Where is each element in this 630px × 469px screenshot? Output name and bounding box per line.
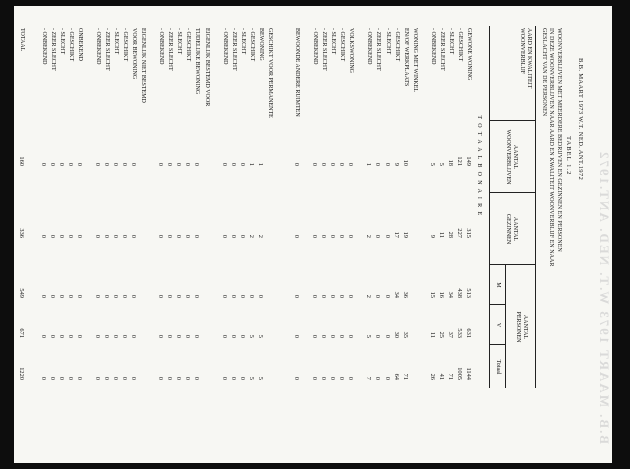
cell-gez: 11	[437, 231, 445, 238]
cell-m: 0	[112, 294, 120, 298]
header-divider	[490, 304, 506, 305]
cell-wv: 10	[401, 159, 409, 166]
cell-v: 0	[220, 334, 228, 338]
row-label: - ZEER SLECHT	[167, 28, 174, 71]
cell-tot: 0	[39, 376, 47, 380]
cell-tot: 0	[293, 376, 301, 380]
cell-m: 0	[293, 294, 301, 298]
cell-m: 0	[347, 294, 355, 298]
header-text: WOONVERBLIJVEN	[505, 129, 511, 185]
cell-gez: 0	[347, 234, 355, 238]
cell-v: 0	[75, 334, 83, 338]
cell-gez: 0	[121, 234, 129, 238]
row-label: - ZEER SLECHT	[321, 28, 328, 71]
header-text: AANTAL	[522, 314, 528, 340]
cell-wv: 0	[383, 162, 391, 166]
cell-m: 0	[193, 294, 201, 298]
cell-wv: 9	[392, 162, 400, 166]
cell-tot: 0	[121, 376, 129, 380]
cell-wv: 0	[130, 162, 138, 166]
row-label: ONBEKEND	[76, 28, 83, 61]
cell-m: 0	[338, 294, 346, 298]
header-text: AANTAL	[512, 216, 518, 242]
cell-wv: 0	[293, 162, 301, 166]
cell-m: 34	[446, 291, 454, 298]
cell-v: 0	[166, 334, 174, 338]
row-label: - SLECHT	[330, 28, 337, 55]
cell-v: 37	[446, 331, 454, 338]
cell-v: 0	[184, 334, 192, 338]
cell-v: 0	[338, 334, 346, 338]
cell-v: 5	[365, 334, 373, 338]
cell-m: 34	[392, 291, 400, 298]
cell-wv: 149	[465, 156, 472, 166]
cell-tot: 64	[392, 373, 400, 380]
row-label: - SLECHT	[239, 28, 246, 55]
cell-m: 0	[320, 294, 328, 298]
cell-tot: 0	[311, 376, 319, 380]
cell-m: 2	[365, 294, 373, 298]
cell-v: 0	[374, 334, 382, 338]
cell-wv: 0	[220, 162, 228, 166]
cell-m: 0	[184, 294, 192, 298]
cell-gez: 0	[184, 234, 192, 238]
row-label: - ONBEKEND	[429, 28, 436, 65]
row-label: - GESCHIKT	[339, 28, 346, 62]
cell-v: 0	[112, 334, 120, 338]
cell-tot: 0	[329, 376, 337, 380]
cell-wv: 0	[103, 162, 110, 166]
cell-gez: 2	[365, 234, 373, 238]
cell-m: 0	[48, 294, 56, 298]
cell-gez: 0	[311, 234, 319, 238]
row-label: VOLKSWONING	[348, 28, 355, 73]
cell-tot: 0	[347, 376, 355, 380]
cell-tot: 5	[247, 376, 255, 380]
row-label: GEWONE WONING	[466, 28, 472, 81]
cell-gez: 0	[130, 234, 138, 238]
cell-gez: 2	[256, 234, 264, 238]
row-label: - SLECHT	[58, 28, 65, 55]
header-divider	[490, 120, 536, 121]
cell-tot: 0	[320, 376, 328, 380]
cell-m: 0	[103, 294, 110, 298]
row-label: - ZEER SLECHT	[104, 28, 110, 71]
cell-wv: 0	[48, 162, 56, 166]
cell-wv: 0	[329, 162, 337, 166]
cell-tot: 1005	[455, 367, 463, 380]
header-bottom-rule	[489, 26, 490, 388]
header-text: AARD EN KWALITEIT	[526, 28, 532, 89]
cell-v: 631	[465, 328, 472, 338]
cell-gez: 0	[374, 234, 382, 238]
cell-tot: 1144	[465, 367, 472, 380]
cell-tot: 71	[446, 373, 454, 380]
cell-tot: 0	[166, 376, 174, 380]
row-label: WONING MET WINKEL	[411, 28, 418, 93]
cell-m: 0	[374, 294, 382, 298]
cell-wv: 0	[157, 162, 165, 166]
cell-tot: 71	[401, 373, 409, 380]
row-label: - SLECHT	[113, 28, 120, 55]
cell-wv: 5	[428, 162, 436, 166]
cell-tot: 0	[66, 376, 74, 380]
cell-tot: 0	[48, 376, 56, 380]
cell-tot: 5	[256, 376, 264, 380]
row-label: - ONBEKEND	[312, 28, 319, 65]
header-text: WOONVERBLIJF	[519, 28, 525, 74]
column-header-gezinnen	[504, 194, 518, 264]
cell-wv: 121	[455, 156, 463, 166]
page-header: B.B. MAART 1973 W.T. NED. ANT.1972	[577, 58, 584, 181]
cell-m: 0	[75, 294, 83, 298]
cell-wv: 0	[166, 162, 174, 166]
row-label: - GESCHIKT	[393, 28, 400, 62]
cell-v: 0	[320, 334, 328, 338]
cell-wv: 0	[93, 162, 101, 166]
cell-v: 671	[17, 328, 25, 338]
cell-tot: 0	[157, 376, 165, 380]
column-header-v: V	[495, 322, 501, 328]
cell-tot: 41	[437, 373, 445, 380]
row-label: BEWONING	[257, 28, 264, 61]
cell-m: 0	[66, 294, 74, 298]
row-label: - ZEER SLECHT	[230, 28, 237, 71]
row-label: - ONBEKEND	[94, 28, 101, 65]
cell-v: 35	[401, 331, 409, 338]
description-line: IN DEZE WOONVERBLIJVEN NAAR AARD EN KWALITEIT WOONVERBLIJF EN NAAR	[548, 28, 555, 267]
row-label: - GESCHIKT	[185, 28, 192, 62]
row-label: - SLECHT	[447, 28, 454, 55]
cell-m: 0	[238, 294, 246, 298]
cell-v: 0	[293, 334, 301, 338]
cell-wv: 0	[238, 162, 246, 166]
cell-wv: 0	[320, 162, 328, 166]
cell-gez: 0	[383, 234, 391, 238]
row-label: TOTAAL	[18, 28, 25, 52]
row-label: BEWOONDE ANDERE RUIMTEN	[294, 28, 301, 117]
cell-gez: 0	[66, 234, 74, 238]
cell-wv: 0	[374, 162, 382, 166]
cell-v: 0	[157, 334, 165, 338]
cell-v: 0	[193, 334, 201, 338]
cell-tot: 0	[184, 376, 192, 380]
row-label: - ONBEKEND	[40, 28, 47, 65]
cell-gez: 28	[446, 231, 454, 238]
header-divider	[490, 192, 536, 193]
section-title: T O T A A L B O N A I R E	[476, 115, 482, 217]
cell-m: 0	[383, 294, 391, 298]
cell-gez: 0	[93, 234, 101, 238]
cell-gez: 2	[247, 234, 255, 238]
cell-v: 0	[93, 334, 101, 338]
cell-gez: 19	[401, 231, 409, 238]
cell-v: 0	[383, 334, 391, 338]
row-label: EN/OF WERKPLAATS	[402, 28, 409, 87]
cell-wv: 0	[39, 162, 47, 166]
column-header-aard	[518, 28, 532, 118]
cell-tot: 0	[57, 376, 65, 380]
cell-tot: 0	[93, 376, 101, 380]
cell-m: 0	[93, 294, 101, 298]
cell-v: 0	[48, 334, 56, 338]
cell-wv: 0	[112, 162, 120, 166]
description-line: GESLACHT VAN DE PERSONEN	[540, 28, 547, 117]
cell-m: 513	[465, 288, 472, 298]
cell-m: 0	[247, 294, 255, 298]
row-label: TIJDELIJKE BEWONING	[194, 28, 201, 95]
row-label: - SLECHT	[384, 28, 391, 55]
cell-tot: 26	[428, 373, 436, 380]
cell-m: 16	[437, 291, 445, 298]
cell-gez: 227	[455, 228, 463, 238]
cell-wv: 0	[229, 162, 237, 166]
row-label: EIGENLIJK NIET BESTEMD	[140, 28, 147, 103]
cell-tot: 0	[103, 376, 110, 380]
cell-gez: 0	[57, 234, 65, 238]
cell-v: 0	[175, 334, 183, 338]
cell-m: 0	[256, 294, 264, 298]
cell-v: 0	[66, 334, 74, 338]
row-label: - ZEER SLECHT	[438, 28, 445, 71]
row-label: - GESCHIKT	[456, 28, 463, 62]
cell-gez: 0	[229, 234, 237, 238]
cell-gez: 9	[428, 234, 436, 238]
cell-gez: 0	[293, 234, 301, 238]
cell-v: 0	[39, 334, 47, 338]
cell-tot: 0	[238, 376, 246, 380]
cell-wv: 0	[121, 162, 129, 166]
cell-m: 0	[229, 294, 237, 298]
cell-m: 438	[455, 288, 463, 298]
cell-wv: 0	[338, 162, 346, 166]
personen-subrule	[505, 264, 506, 388]
cell-gez: 0	[75, 234, 83, 238]
cell-m: 0	[166, 294, 174, 298]
cell-tot: 1220	[17, 367, 25, 380]
row-label: - GESCHIKT	[248, 28, 255, 62]
cell-v: 533	[455, 328, 463, 338]
header-divider	[490, 264, 536, 265]
cell-tot: 0	[175, 376, 183, 380]
row-label: - ONBEKEND	[366, 28, 373, 65]
cell-wv: 160	[17, 156, 25, 166]
row-label: EIGENLIJK BESTEMD VOOR	[203, 28, 210, 107]
cell-v: 0	[238, 334, 246, 338]
cell-m: 0	[130, 294, 138, 298]
cell-m: 549	[17, 288, 25, 298]
cell-v: 5	[256, 334, 264, 338]
cell-m: 0	[157, 294, 165, 298]
cell-v: 25	[437, 331, 445, 338]
row-label: - GESCHIKT	[67, 28, 74, 62]
cell-gez: 0	[320, 234, 328, 238]
cell-gez: 17	[392, 231, 400, 238]
header-text: PERSONEN	[515, 311, 521, 343]
cell-v: 0	[311, 334, 319, 338]
column-header-totaal: Totaal	[495, 359, 501, 375]
column-header-personen	[514, 266, 528, 388]
cell-gez: 315	[465, 228, 472, 238]
cell-v: 0	[347, 334, 355, 338]
table-number: TABEL 1.2	[565, 136, 572, 176]
description-line: WOONVERBLIJVEN MET MEERDERE BEDRIJVEN EN GEZINNEN EN PERSONEN	[556, 28, 562, 252]
cell-tot: 0	[383, 376, 391, 380]
scanned-page	[14, 6, 612, 463]
table-description	[539, 28, 562, 408]
cell-wv: 1	[365, 162, 373, 166]
row-label: - ONBEKEND	[221, 28, 228, 65]
cell-gez: 0	[329, 234, 337, 238]
cell-m: 0	[220, 294, 228, 298]
cell-m: 0	[175, 294, 183, 298]
header-text: GEZINNEN	[505, 213, 511, 245]
cell-v: 30	[392, 331, 400, 338]
header-text: AANTAL	[512, 144, 518, 170]
cell-wv: 0	[175, 162, 183, 166]
cell-m: 15	[428, 291, 436, 298]
row-label: - GESCHIKT	[122, 28, 129, 62]
column-header-m: M	[495, 282, 501, 288]
cell-wv: 0	[311, 162, 319, 166]
cell-gez: 0	[238, 234, 246, 238]
cell-gez: 0	[193, 234, 201, 238]
cell-wv: 5	[437, 162, 445, 166]
header-top-rule	[535, 26, 536, 388]
cell-gez: 0	[166, 234, 174, 238]
rotated-table-page	[14, 6, 612, 463]
cell-v: 0	[329, 334, 337, 338]
cell-wv: 18	[446, 159, 454, 166]
cell-m: 0	[121, 294, 129, 298]
cell-gez: 0	[112, 234, 120, 238]
cell-wv: 0	[66, 162, 74, 166]
row-label: - SLECHT	[176, 28, 183, 55]
cell-v: 0	[121, 334, 129, 338]
cell-tot: 0	[112, 376, 120, 380]
cell-wv: 0	[347, 162, 355, 166]
cell-wv: 1	[256, 162, 264, 166]
cell-gez: 0	[48, 234, 56, 238]
row-label: VOOR BEWONING	[131, 28, 138, 80]
cell-m: 0	[39, 294, 47, 298]
cell-wv: 0	[184, 162, 192, 166]
cell-tot: 7	[365, 376, 373, 380]
cell-v: 0	[103, 334, 110, 338]
cell-m: 36	[401, 291, 409, 298]
cell-tot: 0	[130, 376, 138, 380]
cell-m: 0	[57, 294, 65, 298]
cell-gez: 336	[17, 228, 25, 238]
cell-gez: 0	[103, 234, 110, 238]
cell-tot: 0	[193, 376, 201, 380]
row-label: - ONBEKEND	[158, 28, 165, 65]
cell-tot: 0	[374, 376, 382, 380]
cell-wv: 1	[247, 162, 255, 166]
cell-v: 0	[57, 334, 65, 338]
column-header-woonverblijven	[504, 122, 518, 192]
header-divider	[490, 344, 506, 345]
cell-wv: 0	[193, 162, 201, 166]
cell-v: 0	[130, 334, 138, 338]
cell-m: 0	[329, 294, 337, 298]
cell-tot: 0	[75, 376, 83, 380]
cell-gez: 0	[39, 234, 47, 238]
cell-gez: 0	[157, 234, 165, 238]
cell-gez: 0	[220, 234, 228, 238]
row-label: - ZEER SLECHT	[375, 28, 382, 71]
cell-m: 0	[311, 294, 319, 298]
cell-tot: 0	[220, 376, 228, 380]
cell-tot: 0	[229, 376, 237, 380]
bleed-through-text: B.B. MAART 1973 W.T. NED. ANT.1972	[597, 150, 612, 444]
cell-v: 5	[247, 334, 255, 338]
cell-wv: 0	[57, 162, 65, 166]
cell-gez: 0	[175, 234, 183, 238]
cell-gez: 0	[338, 234, 346, 238]
row-label: GESCHIKT VOOR PERMANENTE	[266, 28, 273, 118]
cell-tot: 0	[338, 376, 346, 380]
cell-wv: 0	[75, 162, 83, 166]
cell-v: 11	[428, 331, 436, 338]
cell-v: 0	[229, 334, 237, 338]
row-label: - ZEER SLECHT	[49, 28, 56, 71]
